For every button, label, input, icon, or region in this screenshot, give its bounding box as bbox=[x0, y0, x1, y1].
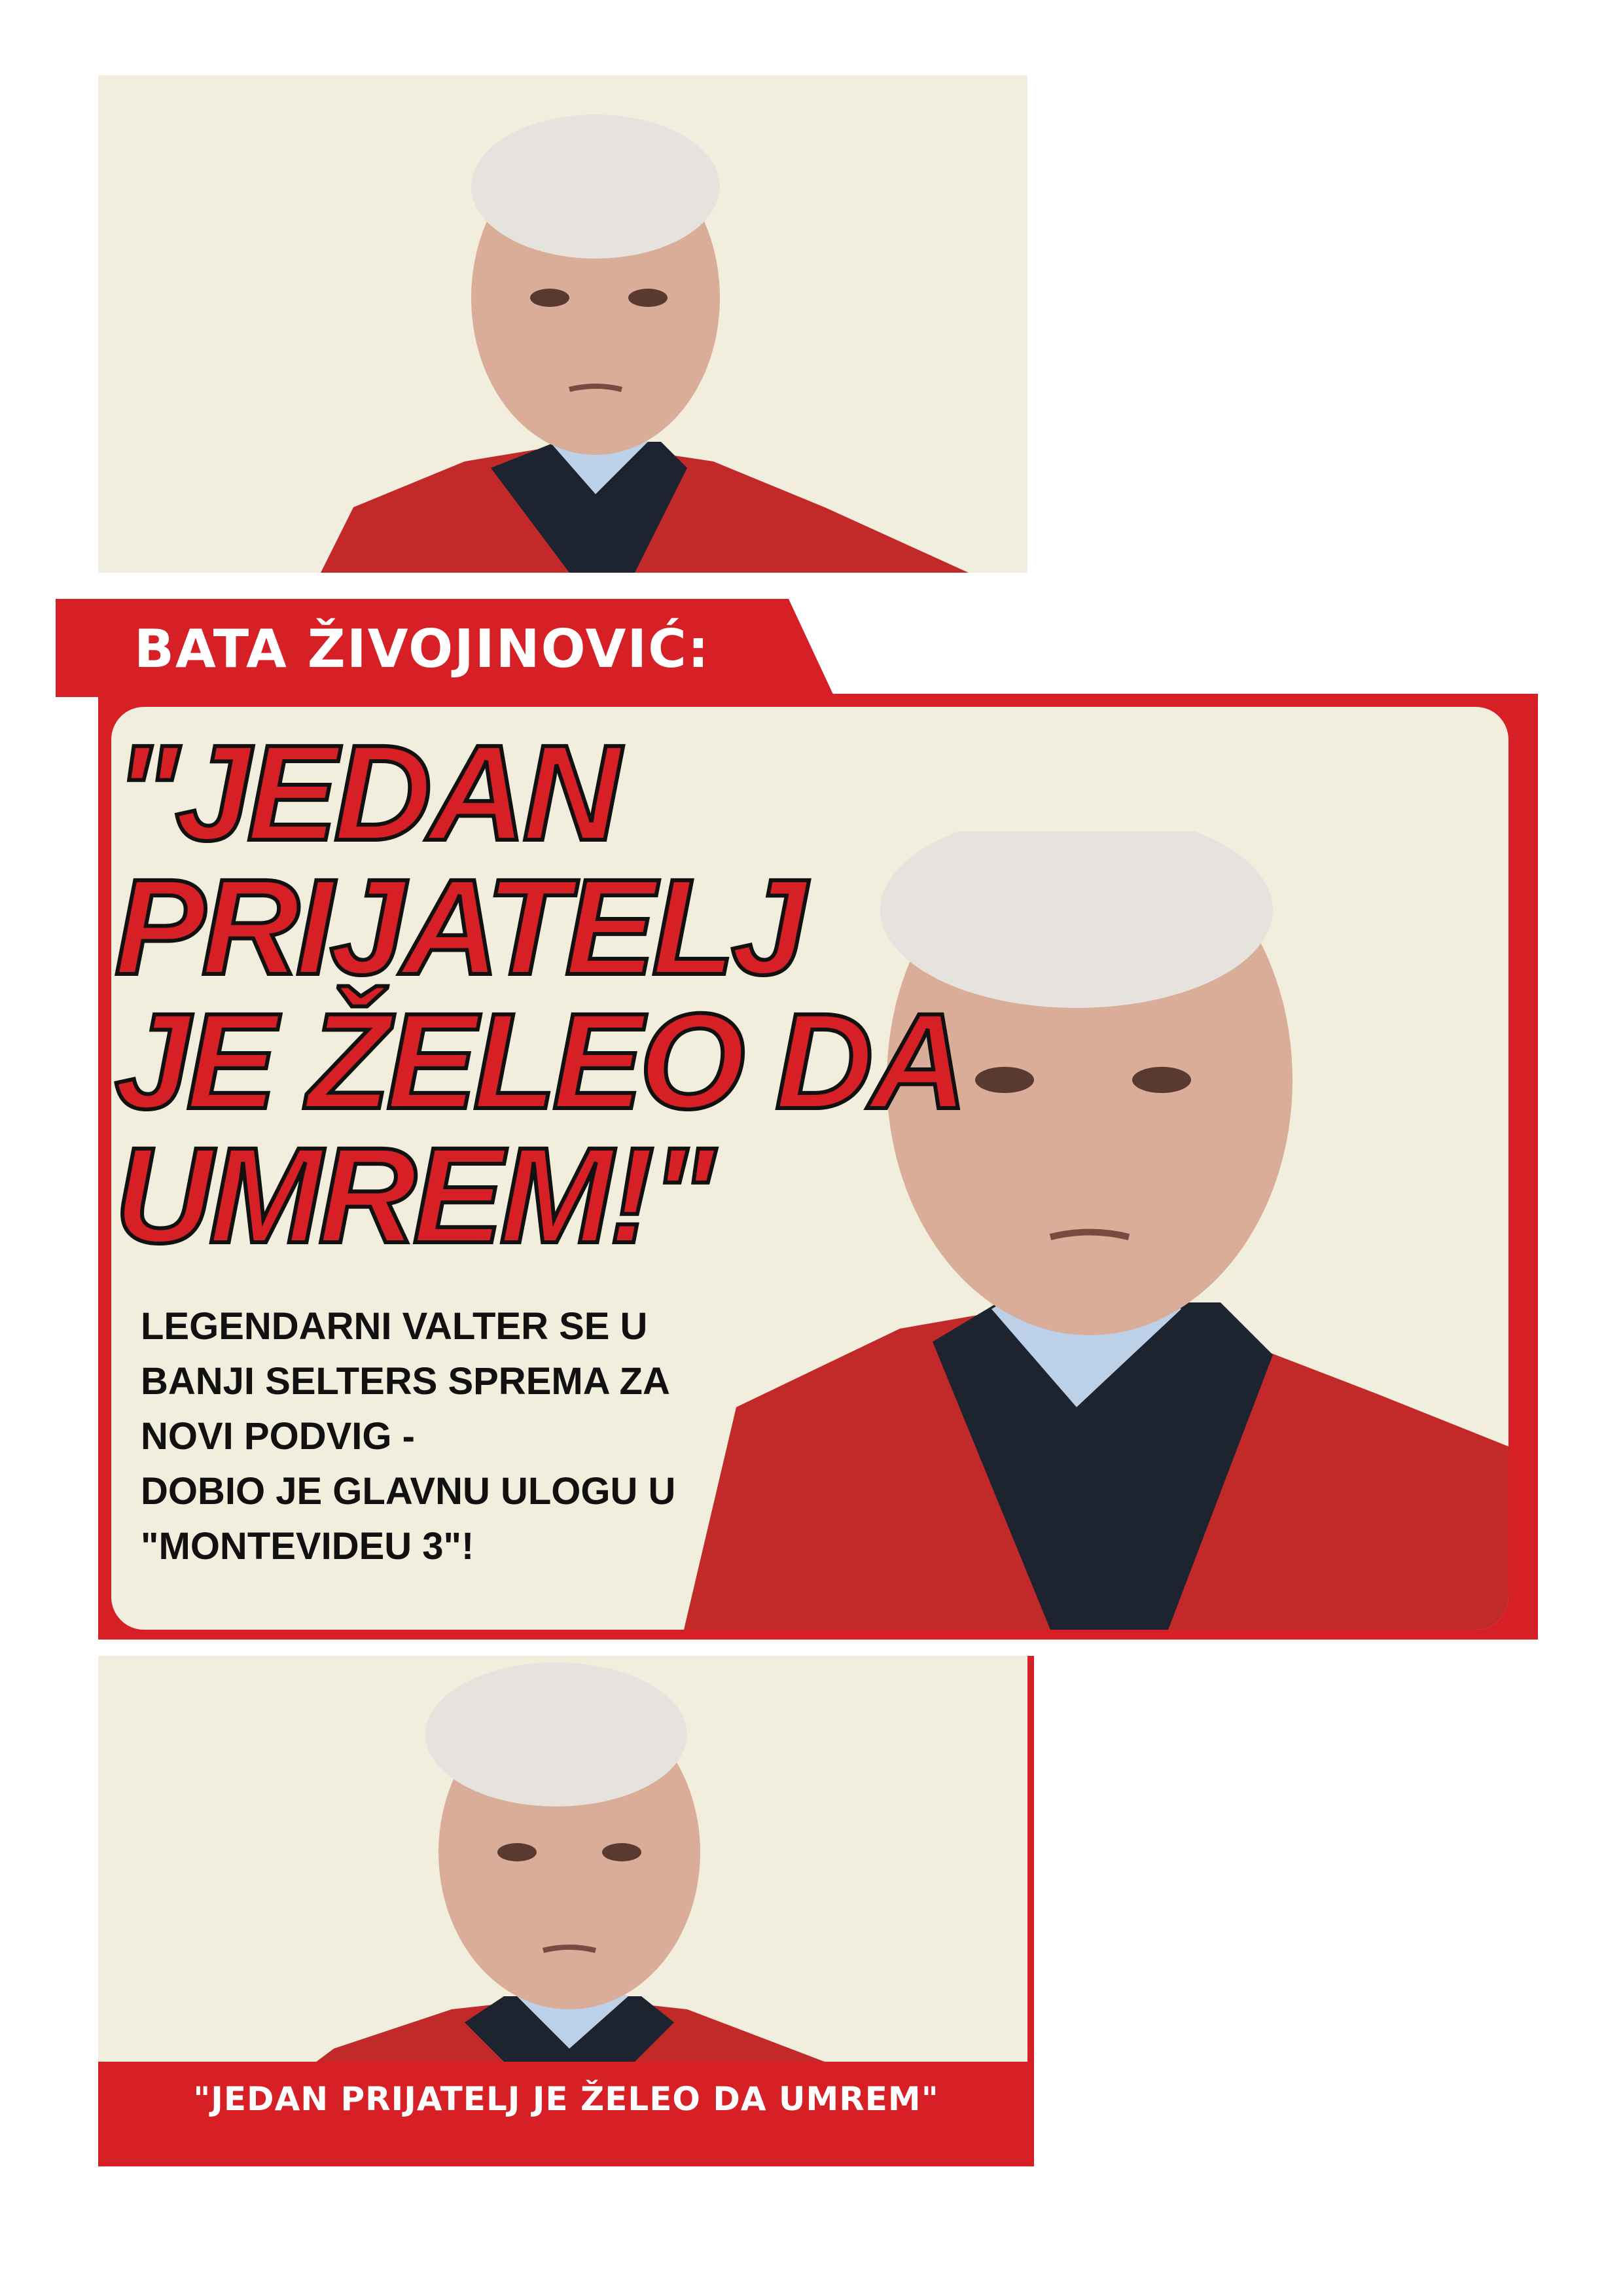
top-portrait-photo bbox=[98, 75, 1027, 573]
lede-line-1: LEGENDARNI VALTER SE U bbox=[141, 1305, 648, 1348]
headline bbox=[115, 717, 1293, 1272]
kicker-name: BATA ŽIVOJINOVIĆ: bbox=[134, 619, 710, 679]
lede-line-3: NOVI PODVIG - bbox=[141, 1415, 415, 1458]
photo-caption: "JEDAN PRIJATELJ JE ŽELEO DA UMREM" bbox=[193, 2080, 939, 2118]
lede-line-5: "MONTEVIDEU 3"! bbox=[141, 1525, 474, 1568]
headline-line-1: "JEDAN PRIJATELJ bbox=[115, 717, 803, 1003]
caption-frame-edge bbox=[1027, 1656, 1034, 2075]
lede-text bbox=[141, 1299, 795, 1574]
portrait-illustration bbox=[98, 75, 1027, 573]
bottom-portrait-photo bbox=[98, 1656, 1034, 2088]
lede-line-4: DOBIO JE GLAVNU ULOGU U bbox=[141, 1470, 676, 1513]
portrait-illustration bbox=[98, 1656, 1034, 2088]
headline-line-3: UMREM!" bbox=[115, 1120, 711, 1272]
headline-line-2: JE ŽELEO DA bbox=[115, 986, 964, 1138]
lede-line-2: BANJI SELTERS SPREMA ZA bbox=[141, 1360, 670, 1403]
